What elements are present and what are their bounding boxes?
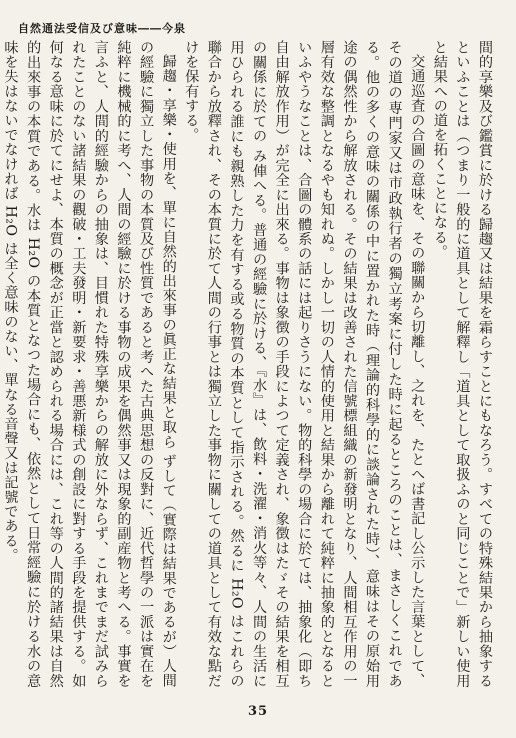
- body-text: [2, 40, 496, 688]
- running-head: 自然通法受信及び意味――今泉: [18, 22, 186, 35]
- paragraph-2: 交通巡査の合圖の意味を、その聯關から切離し、之れを、たとへば書記し公示した言葉として、その道の専門家又は市政執行者の獨立考案に付した時に起るところのことは、まさしくこれである。他の多くの意味の關係の中に置かれた時（理論的科學的に談論された時）、意味はその原始用途の偶然性から解放される。その結果は改善された信號標組織の新發明となり、人間相互作用の一層有效な整調となるやも知れぬ。しかし一切の人情的使用と結果から離れて純粹に抽象的となるといふやうなことは、合圖の體系の話には起りさうにない。物的科學の場合に於ては、抽象化（即ち自由解放作用）が完全に出來る。事物は象徴の手段によつて定義され、象徴はたゞその結果を相互の關係に於ての み俥へる。普通の經驗に於ける、『水』は、飲料・洗濯・消火等々、人間の生活に用ひられる誰にも親熟した力を有する或る物質の本質として指示される。然るに H₂O はこれらの聯合から放釋され、その本質に於て人間の行事とは獨立した事物に關しての道具として有效な點だけを保有する。: [183, 40, 426, 688]
- paragraph-1: 間的享樂及び鑑賞に於ける歸趨又は結果を霜らすことにもなろう。すべての特殊結果から抽象するといふことは（つまり一般的に道具として解釋し「道具として取扱ふのと同じことで」新しい使用と結果への道を拓くことになる。: [431, 40, 493, 688]
- page-number: 35: [247, 704, 269, 719]
- paragraph-3: 歸趨・享樂・使用を、單に自然的出來事の眞正な結果と取ら ずして（實際は結果であるが）人間の經驗に獨立した事物の本質及び性質であると考へた古典思想の反對に、近代哲學の一派は實在を純粹に機械的に考へ、人間の經驗に於ける事物の成果を偶然事又は現象的副産物と考へる。事實を言ふと、人間的經驗からの抽象は、目慣れた特殊享樂からの解放に外ならず、これまでまだ試みられたことのない諸結果の觀破・工夫發明・新要求・善悪新様式の創設に對する手段を提供する。如何なる意味に於てにせよ、本質の概念が正當と認められる場合には、これ等の人間的諸結果は自然的出來事の本質である。水は H₂O の本質となつた場合にも、依然として日常經驗に於ける水の意味を失はないでなければ H₂O は全く意味のない、單なる音聲又は記號である。: [2, 40, 177, 688]
